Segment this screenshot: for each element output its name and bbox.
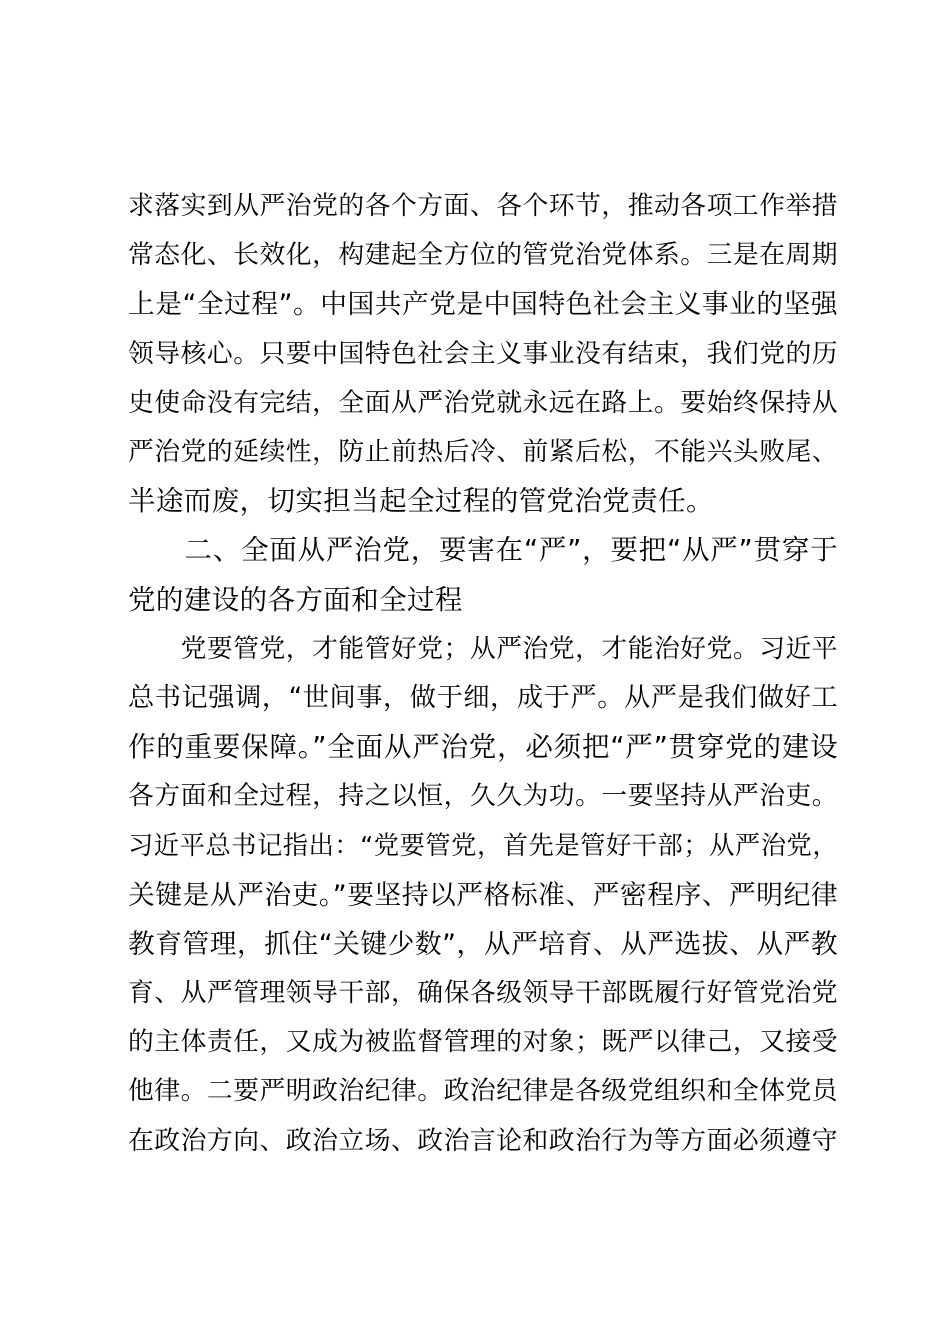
text-line: 总书记强调，“世间事，做于细，成于严。从严是我们做好工 xyxy=(128,682,838,713)
text-line: 领导核心。只要中国特色社会主义事业没有结束，我们党的历 xyxy=(128,338,838,369)
text-line: 的主体责任，又成为被监督管理的对象；既严以律己，又接受 xyxy=(128,1027,838,1058)
text-line: 半途而废，切实担当起全过程的管党治党责任。 xyxy=(128,485,714,518)
document-body xyxy=(128,182,838,1166)
text-line: 在政治方向、政治立场、政治言论和政治行为等方面必须遵守 xyxy=(128,1125,838,1156)
text-line: 上是“全过程”。中国共产党是中国特色社会主义事业的坚强 xyxy=(128,289,838,321)
section-heading-line: 二、全面从严治党，要害在“严”，要把“从严”贯穿于 xyxy=(128,534,838,567)
text-line: 育、从严管理领导干部，确保各级领导干部既履行好管党治党 xyxy=(128,978,838,1008)
text-line: 各方面和全过程，持之以恒，久久为功。一要坚持从严治吏。 xyxy=(128,781,838,812)
text-line: 史使命没有完结，全面从严治党就永远在路上。要始终保持从 xyxy=(128,387,838,418)
text-line: 作的重要保障。”全面从严治党，必须把“严”贯穿党的建设 xyxy=(128,731,838,764)
text-line: 求落实到从严治党的各个方面、各个环节，推动各项工作举措 xyxy=(128,191,838,221)
text-line: 关键是从严治吏。”要坚持以严格标准、严密程序、严明纪律 xyxy=(128,879,838,911)
text-line: 习近平总书记指出：“党要管党，首先是管好干部；从严治党， xyxy=(128,831,838,861)
text-line: 党要管党，才能管好党；从严治党，才能治好党。习近平 xyxy=(128,633,838,664)
text-line: 常态化、长效化，构建起全方位的管党治党体系。三是在周期 xyxy=(128,240,838,271)
text-line: 严治党的延续性，防止前热后冷、前紧后松，不能兴头败尾、 xyxy=(128,436,838,467)
section-heading-line: 党的建设的各方面和全过程 xyxy=(128,583,463,616)
text-line: 教育管理，抓住“关键少数”，从严培育、从严选拔、从严教 xyxy=(128,928,838,960)
text-line: 他律。二要严明政治纪律。政治纪律是各级党组织和全体党员 xyxy=(128,1076,838,1107)
